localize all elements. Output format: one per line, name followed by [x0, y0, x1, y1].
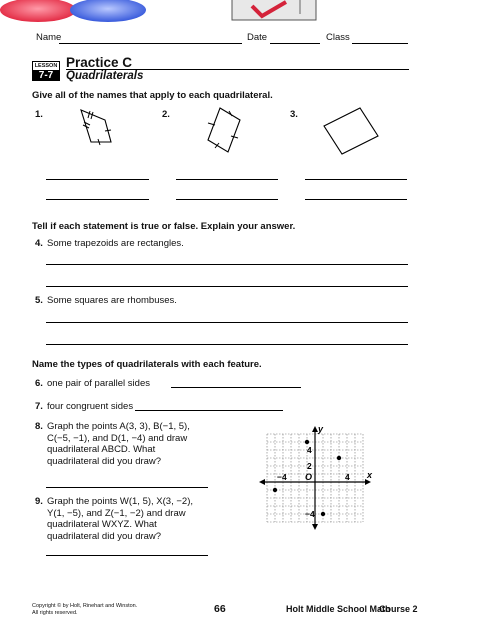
- plotted-point: [321, 512, 325, 516]
- q7-number: 7.: [35, 401, 43, 412]
- copyright: [32, 603, 137, 616]
- tick-label-x-neg4: −4: [277, 472, 287, 482]
- q8-answer-line[interactable]: [46, 487, 208, 488]
- plotted-point: [305, 440, 309, 444]
- q9-line-3: quadrilateral WXYZ. What: [47, 519, 157, 530]
- q8-line-4: quadrilateral did you draw?: [47, 455, 162, 467]
- item-3-number: 3.: [290, 109, 298, 120]
- tick-label-y-2: 2: [307, 461, 312, 471]
- page-number: 66: [214, 603, 226, 615]
- answer-line-2b[interactable]: [176, 199, 278, 200]
- q8-line-2: C(−5, −1), and D(1, −4) and draw: [47, 432, 188, 444]
- q8-line-1: Graph the points A(3, 3), B(−1, 5),: [47, 421, 190, 432]
- x-axis-arrow-left: [259, 479, 265, 485]
- tick-label-y-4: 4: [307, 445, 312, 455]
- lesson-tag: LESSON: [32, 61, 60, 72]
- origin-label: O: [305, 472, 313, 482]
- lesson-subtitle: Quadrilaterals: [66, 70, 144, 82]
- section3-instruction: Name the types of quadrilaterals with each feature.: [32, 359, 262, 370]
- tick-label-y-neg4: −4: [305, 509, 315, 519]
- q4-answer-line-1[interactable]: [46, 264, 408, 265]
- header-decoration: [0, 0, 495, 24]
- kite-figure: [65, 102, 125, 152]
- q9-line-4: quadrilateral did you draw?: [47, 530, 162, 542]
- rhombus-figure: [200, 102, 250, 162]
- item-2-number: 2.: [162, 109, 170, 120]
- answer-line-2a[interactable]: [176, 179, 278, 180]
- section2-instruction: Tell if each statement is true or false. Explain your answer.: [32, 221, 296, 232]
- q8-line-3: quadrilateral ABCD. What: [47, 444, 156, 455]
- q8-number: 8.: [35, 421, 43, 432]
- lesson-number: 7-7: [32, 70, 60, 81]
- q4-number: 4.: [35, 238, 43, 249]
- name-label: Name: [36, 32, 62, 43]
- y-axis-label: y: [318, 424, 324, 434]
- q7-text: four congruent sides: [47, 401, 134, 412]
- axes: [259, 426, 371, 530]
- section1-instruction: Give all of the names that apply to each quadrilateral.: [32, 90, 273, 101]
- q9-line-2: Y(1, −5), and Z(−1, −2) and draw: [47, 507, 186, 519]
- q8-text: [47, 421, 190, 467]
- rectangle-figure: [318, 104, 388, 156]
- q5-text: Some squares are rhombuses.: [47, 295, 177, 306]
- q9-line-1: Graph the points W(1, 5), X(3, −2),: [47, 496, 193, 507]
- y-axis-arrow-down: [312, 524, 318, 530]
- answer-line-1a[interactable]: [46, 179, 149, 180]
- q6-text: one pair of parallel sides: [47, 378, 150, 389]
- q4-text: Some trapezoids are rectangles.: [47, 238, 184, 249]
- q6-number: 6.: [35, 378, 43, 389]
- answer-line-1b[interactable]: [46, 199, 149, 200]
- q9-answer-line[interactable]: [46, 555, 208, 556]
- q9-number: 9.: [35, 496, 43, 507]
- plotted-point: [337, 456, 341, 460]
- red-oval-decoration: [0, 0, 76, 22]
- class-field[interactable]: [352, 43, 408, 44]
- blue-oval-decoration: [70, 0, 146, 22]
- q5-number: 5.: [35, 295, 43, 306]
- date-label: Date: [247, 32, 268, 43]
- copyright-line-2: All rights reserved.: [32, 609, 78, 616]
- book-title: Holt Middle School Math: [286, 604, 391, 614]
- item-1-number: 1.: [35, 109, 43, 120]
- checkbox-logo-icon: [232, 0, 316, 20]
- coordinate-grid[interactable]: [230, 410, 420, 560]
- plotted-point: [273, 488, 277, 492]
- copyright-line-1: Copyright © by Holt, Rinehart and Winston.: [32, 603, 138, 609]
- answer-line-3b[interactable]: [305, 199, 407, 200]
- tick-label-x-4: 4: [345, 472, 350, 482]
- x-axis-label: x: [367, 470, 373, 480]
- q5-answer-line-1[interactable]: [46, 322, 408, 323]
- q6-answer-line[interactable]: [171, 387, 301, 388]
- q5-answer-line-2[interactable]: [46, 344, 408, 345]
- lesson-title: Practice C: [66, 55, 133, 70]
- class-label: Class: [326, 32, 350, 43]
- course-label: Course 2: [379, 604, 418, 614]
- date-field[interactable]: [270, 43, 320, 44]
- q4-answer-line-2[interactable]: [46, 286, 408, 287]
- q9-text: [47, 496, 193, 542]
- answer-line-3a[interactable]: [305, 179, 407, 180]
- name-field[interactable]: [59, 43, 242, 44]
